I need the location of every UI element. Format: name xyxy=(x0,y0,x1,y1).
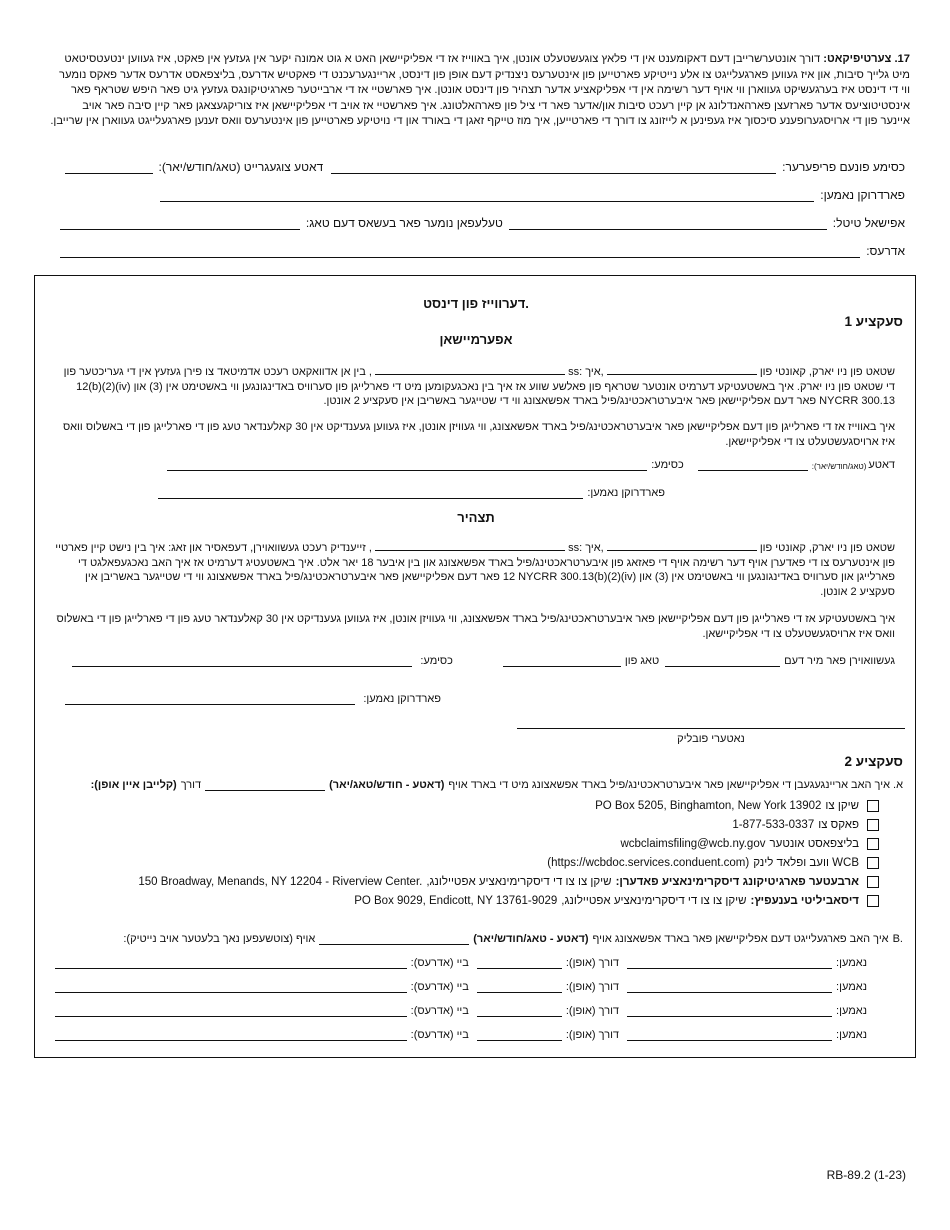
section-number: 17. xyxy=(894,53,910,65)
option-email-checkbox[interactable] xyxy=(867,838,879,850)
sworn-before-row xyxy=(72,654,895,667)
affirmation-printed-name-row xyxy=(158,486,665,499)
recipient-via-label: דורך (אופן): xyxy=(565,1005,620,1017)
tatzhir-title: תצהיר xyxy=(457,510,495,525)
date-prepared-field[interactable] xyxy=(65,161,153,174)
option-email-label: בליצפאסט אונטער xyxy=(769,838,859,850)
recipient-row xyxy=(55,956,867,969)
recipient-name-field[interactable] xyxy=(627,1028,832,1041)
recipient-via-field[interactable] xyxy=(477,980,562,993)
tatzhir-printed-name-row xyxy=(65,692,441,705)
recipient-via-label: דורך (אופן): xyxy=(565,957,620,969)
certification-paragraph xyxy=(50,52,910,130)
tatzhir-county-field[interactable] xyxy=(607,538,757,551)
affirmation-signature-field[interactable] xyxy=(167,458,647,471)
notary-public-label: נאטערי פובליק xyxy=(677,733,745,745)
affirmation-date-field[interactable] xyxy=(698,458,808,471)
option-disability-label: דיסאביליטי בענעפיץ: xyxy=(750,895,859,907)
section-2b-suffix: אויף (צוטשעפען נאך בלעטער אויב נייטיק): xyxy=(123,933,316,945)
daytime-phone-field[interactable] xyxy=(60,217,300,230)
tatzhir-signature-label: כסימע: xyxy=(420,655,453,667)
recipient-address-field[interactable] xyxy=(55,980,407,993)
recipient-via-field[interactable] xyxy=(477,1028,562,1041)
tatzhir-name-field[interactable] xyxy=(375,538,565,551)
official-title-row xyxy=(60,216,905,230)
proof-of-service-box xyxy=(34,275,916,1058)
section-2a-check-one: (קלייבן איין אופן): xyxy=(90,779,177,791)
recipient-address-label: ביי (אדרעס): xyxy=(410,957,469,969)
official-title-label: אפישאל טיטל: xyxy=(832,216,905,230)
option-mail-row xyxy=(595,798,879,814)
preparer-signature-row xyxy=(60,160,905,174)
tatzhir-printed-name-label: פארדרוקן נאמען: xyxy=(363,693,441,705)
official-title-field[interactable] xyxy=(509,217,827,230)
section-2b-prefix: B. xyxy=(892,933,903,945)
form-id: RB-89.2 (1-23) xyxy=(826,1168,906,1182)
option-mail-address: PO Box 5205, Binghamton, New York 13902 xyxy=(595,800,822,812)
option-disability-row xyxy=(354,893,879,909)
option-disability-checkbox[interactable] xyxy=(867,895,879,907)
option-email-row xyxy=(620,836,879,852)
section-1-title: סעקציע 1 xyxy=(844,314,903,329)
tatzhir-printed-name-field[interactable] xyxy=(65,692,355,705)
notary-signature-line[interactable] xyxy=(517,728,905,729)
preparer-signature-field[interactable] xyxy=(331,161,776,174)
option-mail-checkbox[interactable] xyxy=(867,800,879,812)
sworn-day-field[interactable] xyxy=(665,654,780,667)
certification-text: דורך אונטערשרייבן דעם דאקומענט אין די פלאץ צוגעשטעלט אונטן, איך באווייז אז די אפליקיישאן האט א גוט אמונה יקער אין געזעץ אין פאקט, איז געווען ינטעטסיטאט מיט גלייך סיבות, און איז געווען פארגעלייגט צו אלע נייטיקע פארטייען פון אינטערעס ניצנדיק דעם אופן פון דינסט, אריינגערעכנט די פאקטיש אדרעס, בליצפאסט אדרעס אדער פאקס נומער ווי די דינסט איז בערגעשיקט געווארן ווי אויף דער רשימה אין די אפליקאציע אדער תצהיר פון דינסט אונטן. איך פארשטיי אז די ארבייטער פארגיטיקונגס געזעץ גיט פאר היפש שטראף פאר אינסטיטוציעס אדער פארזעצן פארהאנדלונג אן קיין רעכט סיבות און/אדער פאר די ציל פון פארהאלטונג. איך פארשטיי אז אויב די אפליקיישאן איז צוריקגעצאגן פאר קיין סיבה פאר אויב איינער פון די ארויסגערופענע סיכסוך איז געפינען א לייזונג צו דורך די פארטייען, איך מוז טייקף זאגן די באורד און די נויטיקע פארטייען פון אינטערעס וואס זענען פארגעלייגט געווארן אין שרייבן. xyxy=(50,53,910,128)
certification-heading: צערטיפיקאט: xyxy=(823,53,892,65)
recipient-name-label: נאמען: xyxy=(836,1029,867,1041)
section-2-title: סעקציע 2 xyxy=(844,754,903,769)
option-disability-address: PO Box 9029, Endicott, NY 13761-9029 xyxy=(354,895,558,907)
recipient-row xyxy=(55,980,867,993)
date-prepared-label: דאטע צוגעגרייט (טאג/חודש/יאר): xyxy=(158,160,324,174)
section-2a-date-hint: (דאטע - חודש/טאג/יאר) xyxy=(329,779,445,791)
daytime-phone-label: טעלעפאן נומער פאר בעשאס דעם טאג: xyxy=(305,216,503,230)
option-email-address: wcbclaimsfiling@wcb.ny.gov xyxy=(620,838,766,850)
affirmation-signature-label: כסימע: xyxy=(651,459,684,471)
option-upload-link: (https://wcbdoc.services.conduent.com) xyxy=(547,857,750,869)
recipient-name-field[interactable] xyxy=(627,956,832,969)
option-discrimination-label2: שיקן צו צו די דיסקרימינאציע אפטיילונג, xyxy=(426,876,612,888)
affirmation-date-label: דאטע xyxy=(868,459,895,471)
tatzhir-paragraph-1: שטאט פון ניו יארק, קאונטי פון ss: איך, , זייענדיק רעכט געשוואוירן, דעפאסיר און זאג: איך בין נישט קיין פארטיי פון אינטערעס צו די פאדערן אויף דער רשימה אויף די פאזאג פון איבערטראכטינג/פיל בארד אפשאצונג און בין איבער 18 יאר אלט. איך באשטעטיג דערמיט אז איך האב נאכגעפאלגט די פארלייגן און סערוויס באדינגונגען ווי באשטימט אין (3) און (iv)(2)(b)12 NYCRR 300.13 פאר דעם אפליקיישאן פאר איבערטראכטינג/פיל בארד אפשאצונג ווי די שטייגער באשריבן אין סעקציע 2 אונטן. xyxy=(55,538,895,599)
affirmation-date-hint: (טאג/חודש/יאר): xyxy=(811,462,867,471)
affirmation-date-sign-row xyxy=(167,458,895,471)
recipient-name-field[interactable] xyxy=(627,980,832,993)
affirmation-title: אפערמיישאן xyxy=(439,332,513,347)
recipient-via-field[interactable] xyxy=(477,1004,562,1017)
affirmation-paragraph-2: איך באווייז אז די פארלייגן פון דעם אפליקיישאן פאר איבערטראכטינג/פיל בארד אפשאצונג, ווי געוויזן אונטן, איז געווען געענדיקט אין 30 קאלענדאר טעג פון די פארלייגן פון די באשלוס וואס איז ארויסגעשטעלט צו די אפליקיישאן. xyxy=(62,421,895,448)
preparer-signature-label: כסימע פונעם פריפערער: xyxy=(782,160,905,174)
address-field[interactable] xyxy=(60,245,860,258)
affirmation-printed-name-field[interactable] xyxy=(158,486,583,499)
option-discrimination-row xyxy=(138,874,879,890)
affirmation-county-field[interactable] xyxy=(607,362,757,375)
printed-name-row xyxy=(60,188,905,202)
recipient-via-label: דורך (אופן): xyxy=(565,981,620,993)
tatzhir-signature-field[interactable] xyxy=(72,654,412,667)
option-upload-row xyxy=(547,855,879,871)
section-2a-date-field[interactable] xyxy=(205,778,325,791)
section-2b-text: איך האב פארגעלייגט דעם אפליקיישאן פאר בארד אפשאצונג אויף xyxy=(592,933,889,945)
section-2b-row xyxy=(123,932,903,945)
sworn-month-field[interactable] xyxy=(503,654,621,667)
printed-name-label: פארדרוקן נאמען: xyxy=(820,188,905,202)
recipient-name-label: נאמען: xyxy=(836,957,867,969)
option-fax-label: פאקס צו xyxy=(818,819,859,831)
recipient-name-field[interactable] xyxy=(627,1004,832,1017)
recipient-address-label: ביי (אדרעס): xyxy=(410,1005,469,1017)
sworn-before-label: געשוואוירן פאר מיר דעם xyxy=(784,655,895,667)
option-discrimination-address: 150 Broadway, Menands, NY 12204 - Riverview Center. xyxy=(138,876,423,888)
affirmation-paragraph-1: שטאט פון ניו יארק, קאונטי פון ss: איך, , בין אן אדוואקאט רעכט אדמיטאד צו פירן געזעץ אין די געריכטער פון די שטאט פון ניו יארק. איך באשטעטיקע דערמיט אונטער שטראף פון פאלשע שווע אז איך בין נאכגעקומען מיט די פארלייגן פון סערוויס באדינגונגען ווי באשטימט אין (3) און (iv)(2)(b)12 NYCRR 300.13 פאר דעם אפליקיישאן פאר איבערטראכטינג/פיל בארד אפשאצונג ווי די שטייגער באשריבן אין סעקציע 2 אונטן. xyxy=(55,362,895,409)
option-disability-label2: שיקן צו צו די דיסקרימינאציע אפטיילונג, xyxy=(561,895,747,907)
option-discrimination-label: ארבעטער פארגיטיקונג דיסקרימינאציע פאדערן: xyxy=(615,876,859,888)
option-fax-checkbox[interactable] xyxy=(867,819,879,831)
proof-of-service-title: דערווייז פון דינסט. xyxy=(423,296,529,311)
section-2b-date-hint: (דאטע - טאג/חודש/יאר) xyxy=(473,933,589,945)
recipient-name-label: נאמען: xyxy=(836,981,867,993)
address-label: אדרעס: xyxy=(866,244,905,258)
tatzhir-paragraph-2: איך באשטעטיקע אז די פארלייגן פון דעם אפליקיישאן פאר איבערטראכטינג/פיל בארד אפשאצונג, ווי געוויזן אונטן, איז געווען געענדיקט אין 30 קאלענדאר טעג פון די פארלייגן פון די באשלוס וואס איז ארויסגעשטעלט צו די אפליקיישאן. xyxy=(56,613,895,640)
option-discrimination-checkbox[interactable] xyxy=(867,876,879,888)
section-2b-date-field[interactable] xyxy=(319,932,469,945)
recipient-via-label: דורך (אופן): xyxy=(565,1029,620,1041)
option-fax-number: 1-877-533-0337 xyxy=(732,819,815,831)
recipient-row xyxy=(55,1004,867,1017)
recipient-row xyxy=(55,1028,867,1041)
recipient-address-label: ביי (אדרעס): xyxy=(410,981,469,993)
affirmation-printed-name-label: פארדרוקן נאמען: xyxy=(587,487,665,499)
recipient-name-label: נאמען: xyxy=(836,1005,867,1017)
section-2a-text: א. איך האב אריינגעגעבן די אפליקיישאן פאר איבערטראכטינג/פיל בארד אפשאצונג מיט די בארד אויף xyxy=(448,779,903,791)
option-mail-label: שיקן צו xyxy=(825,800,859,812)
day-of-label: טאג פון xyxy=(624,655,660,667)
section-2a-row xyxy=(91,778,903,791)
section-2a-via: דורך xyxy=(180,779,202,791)
recipient-address-field[interactable] xyxy=(55,1004,407,1017)
recipient-address-field[interactable] xyxy=(55,1028,407,1041)
recipient-via-field[interactable] xyxy=(477,956,562,969)
address-row xyxy=(60,244,905,258)
option-fax-row xyxy=(732,817,879,833)
printed-name-field[interactable] xyxy=(160,189,814,202)
recipient-address-label: ביי (אדרעס): xyxy=(410,1029,469,1041)
option-upload-label: WCB וועב ופלאד לינק xyxy=(753,857,859,869)
affirmation-name-field[interactable] xyxy=(375,362,565,375)
option-upload-checkbox[interactable] xyxy=(867,857,879,869)
recipient-address-field[interactable] xyxy=(55,956,407,969)
